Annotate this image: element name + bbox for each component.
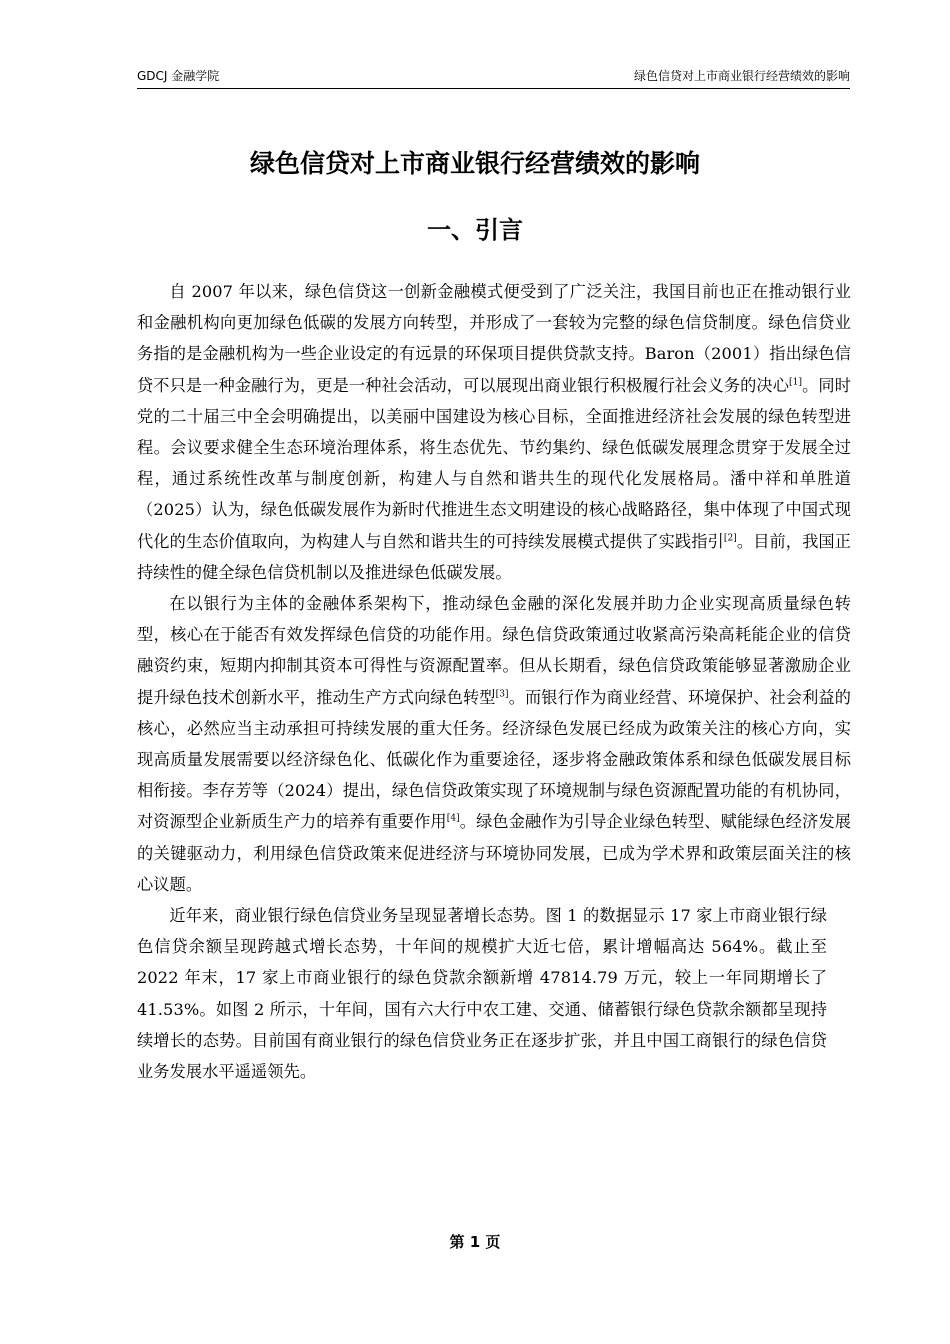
citation-marker: [3] [495,689,509,700]
section-heading: 一、引言 [427,216,523,244]
paragraph-text: 近年来，商业银行绿色信贷业务呈现显著增长态势。图 1 的数据显示 17 家上市商业银行绿色信贷余额呈现跨越式增长态势，十年间的规模扩大近七倍，累计增幅高达 564%。截止至 2022 年末，17 家上市商业银行的绿色贷款余额新增 47814.79 万元，较上一年同期增长了 41.53%。如图 2 所示，十年间，国有六大行中农工建、交通、储蓄银行绿色贷款余额都呈现持续增长的态势。目前国有商业银行的绿色信贷业务正在逐步扩张，并且中国工商银行的绿色信贷业务发展水平遥遥领先。 [137,906,827,1082]
citation-marker: [1] [789,377,803,388]
header-institution: GDCJ 金融学院 [137,69,220,83]
paragraph [137,900,827,1087]
citation-marker: [4] [446,814,460,825]
paragraph [137,588,851,900]
paragraph-text: 。而银行作为商业经营、环境保护、社会利益的核心，必然应当主动承担可持续发展的重大任务。经济绿色发展已经成为政策关注的核心方向，实现高质量发展需要以经济绿色化、低碳化作为重要途径，逐步将金融政策体系和绿色低碳发展目标相衔接。李存芳等（2024）提出，绿色信贷政策实现了环境规制与绿色资源配置功能的有机协同，对资源型企业新质生产力的培养有重要作用 [137,687,851,832]
page-number: 第 1 页 [449,1233,501,1251]
citation-marker: [2] [723,533,737,544]
paragraph-text: 。绿色金融作为引导企业绿色转型、赋能绿色经济发展的关键驱动力，利用绿色信贷政策来促进经济与环境协同发展，已成为学术界和政策层面关注的核心议题。 [137,812,851,894]
paragraph-text: 。同时党的二十届三中全会明确提出，以美丽中国建设为核心目标，全面推进经济社会发展的绿色转型进程。会议要求健全生态环境治理体系，将生态优先、节约集约、绿色低碳发展理念贯穿于发展全过程，通过系统性改革与制度创新，构建人与自然和谐共生的现代化发展格局。潘中祥和单胜道（2025）认为，绿色低碳发展作为新时代推进生态文明建设的核心战略路径，集中体现了中国式现代化的生态价值取向，为构建人与自然和谐共生的可持续发展模式提供了实践指引 [137,375,851,551]
header-running-title: 绿色信贷对上市商业银行经营绩效的影响 [633,69,850,83]
page-header [137,68,850,89]
document-title: 绿色信贷对上市商业银行经营绩效的影响 [249,149,700,178]
paragraph [137,276,851,588]
body-text [137,276,851,1087]
paragraph-text: 自 2007 年以来，绿色信贷这一创新金融模式便受到了广泛关注，我国目前也正在推动银行业和金融机构向更加绿色低碳的发展方向转型，并形成了一套较为完整的绿色信贷制度。绿色信贷业务指的是金融机构为一些企业设定的有远景的环保项目提供贷款支持。Baron（2001）指出绿色信贷不只是一种金融行为，更是一种社会活动，可以展现出商业银行积极履行社会义务的决心 [137,282,851,395]
paragraph-text: 在以银行为主体的金融体系架构下，推动绿色金融的深化发展并助力企业实现高质量绿色转型，核心在于能否有效发挥绿色信贷的功能作用。绿色信贷政策通过收紧高污染高耗能企业的信贷融资约束，短期内抑制其资本可得性与资源配置率。但从长期看，绿色信贷政策能够显著激励企业提升绿色技术创新水平，推动生产方式向绿色转型 [137,594,851,707]
paragraph-text: 。目前，我国正持续性的健全绿色信贷机制以及推进绿色低碳发展。 [137,531,851,582]
